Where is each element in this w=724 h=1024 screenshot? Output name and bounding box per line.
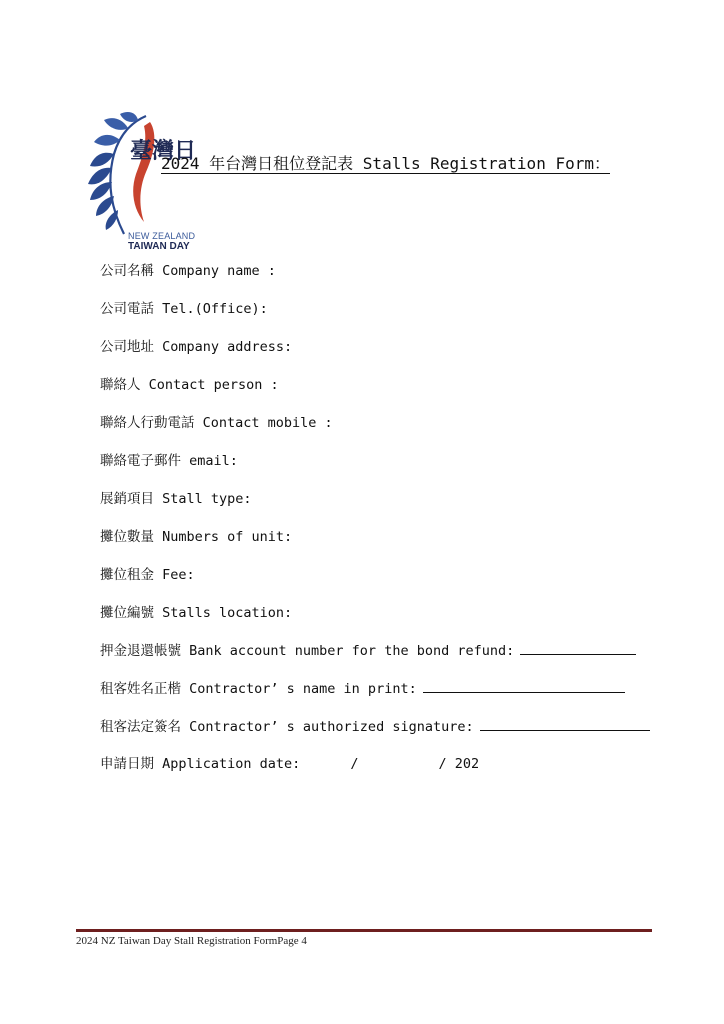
company-name-label: 公司名稱 Company name : bbox=[100, 263, 276, 279]
fee-field bbox=[100, 563, 195, 583]
application-date-label: 申請日期 Application date: bbox=[100, 756, 301, 772]
contractor-name-blank-line[interactable] bbox=[423, 680, 625, 693]
contact-person-field bbox=[100, 373, 279, 393]
stalls-location-label: 攤位編號 Stalls location: bbox=[100, 605, 293, 621]
numbers-of-unit-field bbox=[100, 525, 292, 545]
logo-text-new-zealand: NEW ZEALAND bbox=[128, 231, 196, 241]
contact-mobile-field bbox=[100, 411, 333, 431]
stall-type-field bbox=[100, 487, 252, 507]
logo-text-taiwan-day: TAIWAN DAY bbox=[128, 241, 190, 252]
form-title: 2024 年台灣日租位登記表 Stalls Registration Form： bbox=[161, 154, 610, 173]
date-separator-1: / bbox=[350, 756, 359, 772]
tel-office-field bbox=[100, 297, 268, 317]
email-field bbox=[100, 449, 238, 469]
bank-account-field bbox=[100, 639, 636, 659]
date-separator-2: / 202 bbox=[438, 756, 480, 772]
footer-text: 2024 NZ Taiwan Day Stall Registration FormPage 4 bbox=[76, 935, 307, 947]
numbers-of-unit-label: 攤位數量 Numbers of unit: bbox=[100, 529, 293, 545]
contact-person-label: 聯絡人 Contact person : bbox=[100, 377, 279, 393]
contractor-signature-field bbox=[100, 715, 650, 735]
contractor-signature-label: 租客法定簽名 Contractor’ s authorized signature: bbox=[100, 719, 474, 735]
contractor-name-label: 租客姓名正楷 Contractor’ s name in print: bbox=[100, 681, 417, 697]
nz-taiwan-day-logo bbox=[84, 114, 212, 254]
tel-office-label: 公司電話 Tel.(Office): bbox=[100, 301, 268, 317]
bank-account-blank-line[interactable] bbox=[520, 642, 636, 655]
contact-mobile-label: 聯絡人行動電話 Contact mobile : bbox=[100, 415, 333, 431]
company-address-label: 公司地址 Company address: bbox=[100, 339, 293, 355]
bank-account-label: 押金退還帳號 Bank account number for the bond refund: bbox=[100, 643, 515, 659]
footer-rule bbox=[76, 929, 652, 932]
svg-text:臺灣日: 臺灣日 bbox=[130, 138, 197, 164]
fee-label: 攤位租金 Fee: bbox=[100, 567, 195, 583]
company-name-field bbox=[100, 259, 276, 279]
application-date-field bbox=[100, 752, 479, 772]
stalls-location-field bbox=[100, 601, 292, 621]
email-label: 聯絡電子郵件 email: bbox=[100, 453, 238, 469]
contractor-name-field bbox=[100, 677, 625, 697]
company-address-field bbox=[100, 335, 292, 355]
contractor-signature-blank-line[interactable] bbox=[480, 718, 650, 731]
stall-type-label: 展銷項目 Stall type: bbox=[100, 491, 252, 507]
